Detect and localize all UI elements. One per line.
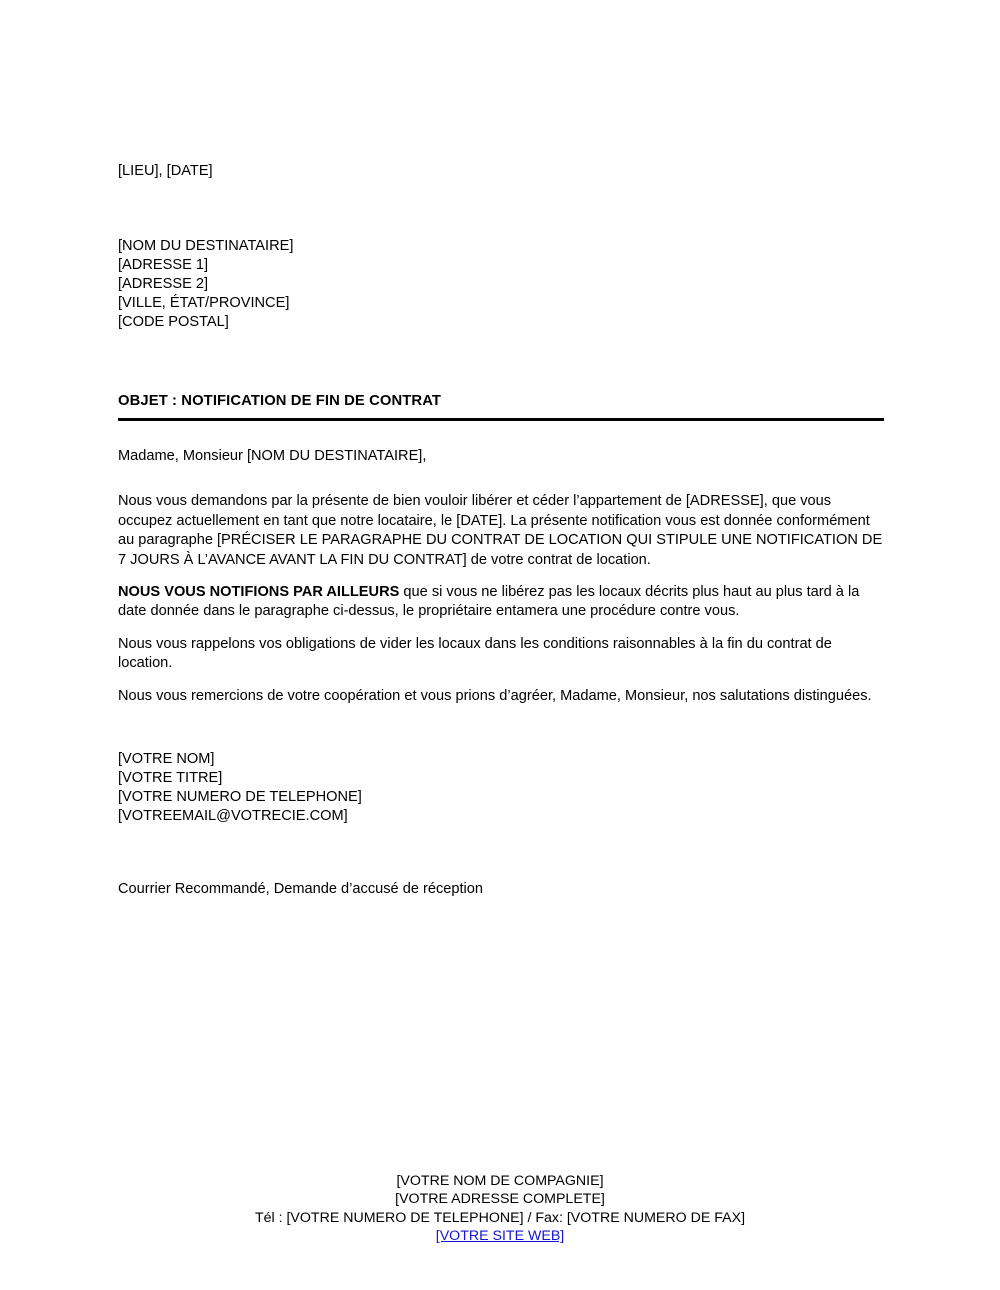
footer-website-line	[0, 1227, 1000, 1245]
sender-name: [VOTRE NOM]	[118, 751, 215, 768]
body-paragraph-1: Nous vous demandons par la présente de bien vouloir libérer et céder l’appartement de [ADRESSE], que vous occupez actuellement en tant que notre locataire, le [DATE]. La présente notification vous est donnée conformément au paragraphe [PRÉCISER LE PARAGRAPHE DU CONTRAT DE LOCATION QUI STIPULE UNE NOTIFICATION DE 7 JOURS À L’AVANCE AVANT LA FIN DU CONTRAT] de votre contrat de location.	[118, 493, 883, 568]
recipient-name: [NOM DU DESTINATAIRE]	[118, 238, 294, 254]
body-paragraph-3: Nous vous rappelons vos obligations de vider les locaux dans les conditions raisonnables à la fin du contrat de location.	[118, 635, 832, 672]
recipient-address-1: [ADRESSE 1]	[118, 257, 209, 273]
body-paragraph-2-emphasis: NOUS VOUS NOTIFIONS PAR AILLEURS	[118, 584, 400, 601]
delivery-notice: Courrier Recommandé, Demande d’accusé de réception	[118, 881, 484, 898]
salutation-line: Madame, Monsieur [NOM DU DESTINATAIRE],	[118, 448, 427, 464]
spacer	[118, 421, 884, 447]
spacer	[118, 706, 884, 750]
subject-heading: OBJET : NOTIFICATION DE FIN DE CONTRAT	[118, 393, 442, 409]
recipient-address-2: [ADRESSE 2]	[118, 276, 209, 292]
page-footer	[0, 1172, 1000, 1246]
date-place-line: [LIEU], [DATE]	[118, 163, 213, 179]
spacer	[118, 466, 884, 492]
sender-email: [VOTREEMAIL@VOTRECIE.COM]	[118, 808, 348, 825]
recipient-postal-code: [CODE POSTAL]	[118, 314, 229, 330]
recipient-city-state: [VILLE, ÉTAT/PROVINCE]	[118, 295, 290, 311]
body-paragraph-2-text: que si vous ne libérez pas les locaux décrits plus haut au plus tard à la date donnée dans le paragraphe ci-dessus, le propriétaire entamera une procédure contre vous.	[118, 584, 860, 620]
footer-company-address: [VOTRE ADRESSE COMPLETE]	[395, 1191, 605, 1208]
footer-website-link[interactable]: [VOTRE SITE WEB]	[435, 1228, 565, 1245]
signature-block	[118, 750, 884, 826]
body-paragraph-2	[118, 583, 884, 622]
letter-body	[118, 162, 884, 899]
sender-title: [VOTRE TITRE]	[118, 770, 223, 787]
spacer	[118, 332, 884, 392]
footer-contact-line: Tél : [VOTRE NUMERO DE TELEPHONE] / Fax: [VOTRE NUMERO DE FAX]	[254, 1209, 746, 1226]
sender-phone: [VOTRE NUMERO DE TELEPHONE]	[118, 789, 362, 806]
spacer	[118, 181, 884, 237]
footer-company-name: [VOTRE NOM DE COMPAGNIE]	[396, 1173, 604, 1189]
spacer	[118, 826, 884, 880]
recipient-address-block	[118, 237, 884, 332]
body-paragraph-4: Nous vous remercions de votre coopération et vous prions d’agréer, Madame, Monsieur, nos salutations distinguées.	[118, 687, 872, 704]
